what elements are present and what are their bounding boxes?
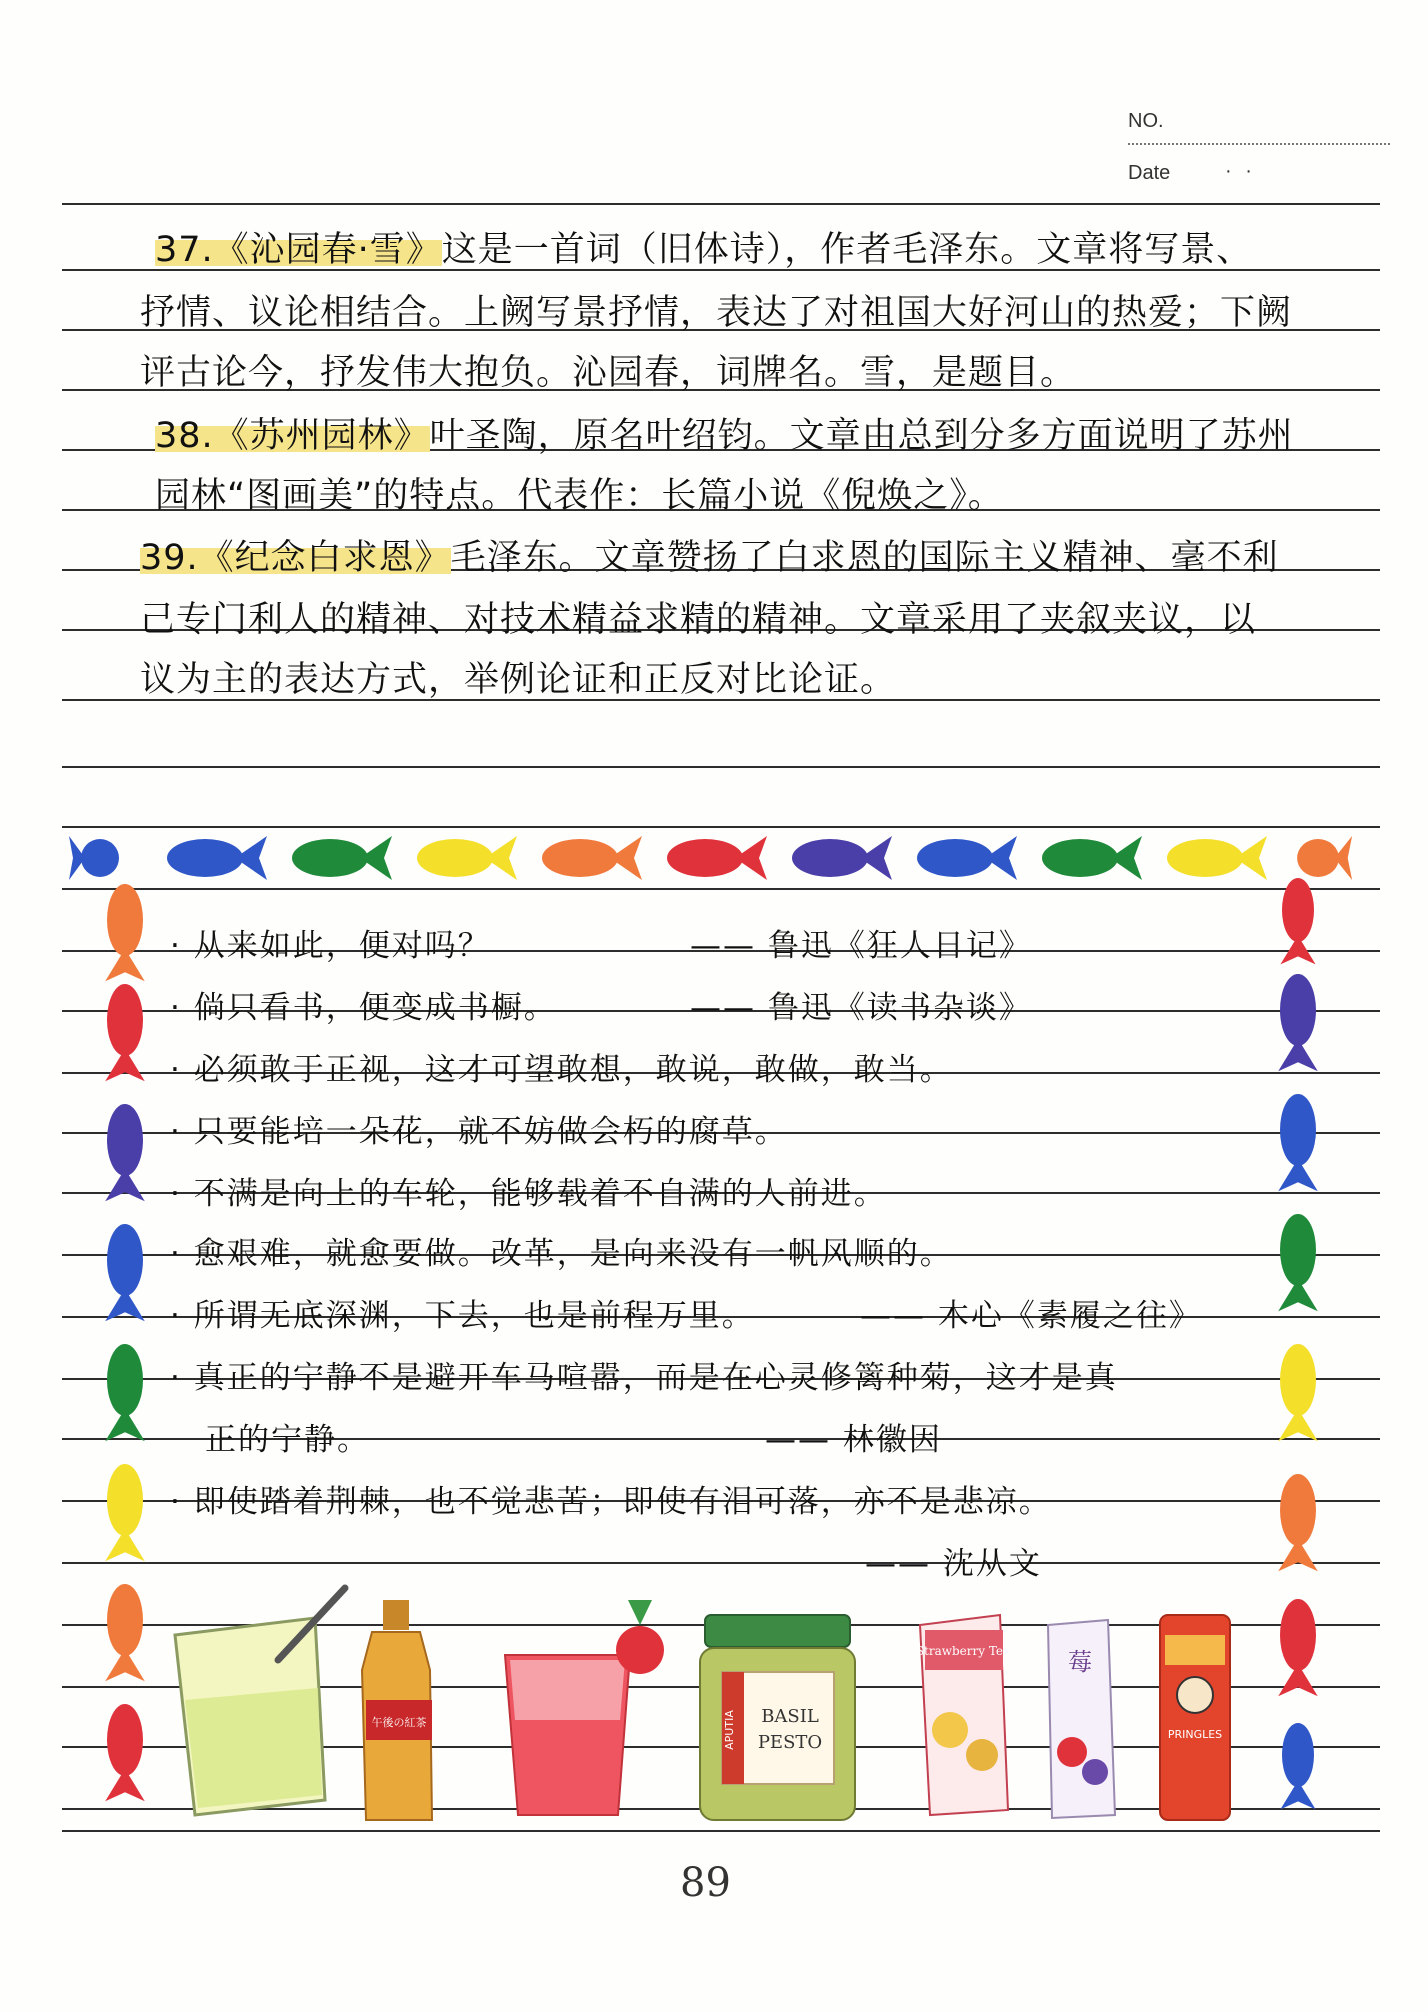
tea-label-text: 午後の紅茶 [371, 1716, 427, 1729]
fish-icon [1278, 1474, 1318, 1571]
fish-icon [105, 1104, 145, 1201]
pesto-line1-text: BASIL [761, 1706, 819, 1727]
fish-icon [1278, 974, 1318, 1071]
pesto-line2-text: PESTO [757, 1732, 823, 1753]
fish-icon [105, 884, 145, 981]
strawberry-tea-carton-sticker [916, 1615, 1010, 1815]
note-38-line-2: 园林“图画美”的特点。代表作：长篇小说《倪焕之》。 [155, 476, 1004, 516]
red-drink-sticker [505, 1600, 664, 1815]
fish-icon [1042, 836, 1142, 880]
fish-icon [1278, 1599, 1318, 1696]
fish-icon [1278, 1344, 1318, 1441]
quote-4: · 只要能培一朵花，就不妨做会朽的腐草。 [170, 1114, 788, 1150]
fish-icon [292, 836, 392, 880]
page-number: 89 [680, 1860, 731, 1906]
quote-2-author: —— 鲁迅《读书杂谈》 [690, 990, 1032, 1026]
note-37-line-1: 37.《沁园春·雪》这是一首词（旧体诗），作者毛泽东。文章将写景、 [155, 230, 1253, 270]
note-38-line-1: 38.《苏州园林》叶圣陶，原名叶绍钧。文章由总到分多方面说明了苏州 [155, 416, 1294, 456]
strawberry-tea-text: Strawberry Tea [915, 1644, 1011, 1658]
fish-icon [417, 836, 517, 880]
fish-border-right [1278, 878, 1318, 1809]
fish-icon [1167, 836, 1267, 880]
no-label: NO. [1128, 110, 1164, 132]
fish-icon [105, 1224, 145, 1321]
pringles-can-sticker [1160, 1615, 1230, 1820]
strawberry-milk-carton-sticker [1048, 1620, 1115, 1818]
fish-icon [542, 836, 642, 880]
pringles-text: PRINGLES [1167, 1728, 1223, 1741]
quote-9-author: —— 沈从文 [865, 1546, 1042, 1582]
quote-3: · 必须敢于正视，这才可望敢想，敢说，敢做，敢当。 [170, 1052, 953, 1088]
note-38-title: 38.《苏州园林》 [155, 416, 430, 456]
fish-icon [105, 984, 145, 1081]
fish-icon [105, 1464, 145, 1561]
fish-icon [1297, 836, 1352, 880]
milk-char-text: 莓 [1068, 1648, 1092, 1676]
fish-icon [105, 1344, 145, 1441]
fish-icon [917, 836, 1017, 880]
fish-icon [667, 836, 767, 880]
quote-1-author: —— 鲁迅《狂人日记》 [690, 928, 1032, 964]
pesto-jar-sticker [700, 1615, 855, 1820]
quote-5: · 不满是向上的车轮，能够载着不自满的人前进。 [170, 1176, 887, 1212]
quote-9: · 即使踏着荆棘，也不觉悲苦；即使有泪可落，亦不是悲凉。 [170, 1484, 1052, 1520]
fish-icon [167, 836, 267, 880]
fish-border-top [69, 836, 1352, 880]
fish-border-left [105, 884, 145, 1801]
note-39-line-2: 己专门利人的精神、对技术精益求精的精神。文章采用了夹叙夹议，以 [140, 600, 1257, 640]
tea-bottle-sticker [362, 1600, 432, 1820]
quote-6: · 愈艰难，就愈要做。改革，是向来没有一帆风顺的。 [170, 1236, 953, 1272]
fish-icon [1278, 1094, 1318, 1191]
note-37-line-2: 抒情、议论相结合。上阙写景抒情，表达了对祖国大好河山的热爱；下阙 [140, 293, 1293, 333]
quote-1: · 从来如此，便对吗？ [170, 928, 491, 964]
fish-icon [1280, 1723, 1315, 1809]
note-39-title: 39.《纪念白求恩》 [140, 538, 451, 578]
date-dots: · · [1225, 160, 1256, 182]
fish-icon [69, 836, 119, 880]
quote-2: · 倘只看书，便变成书橱。 [170, 990, 557, 1026]
fish-icon [1280, 878, 1315, 964]
glass-drink-sticker [175, 1588, 345, 1815]
quote-7: · 所谓无底深渊，下去，也是前程万里。 [170, 1298, 755, 1334]
note-37-title: 37.《沁园春·雪》 [155, 230, 442, 270]
fish-icon [1278, 1214, 1318, 1311]
note-37-line-3: 评古论今，抒发伟大抱负。沁园春，词牌名。雪，是题目。 [140, 353, 1077, 393]
note-39-line-3: 议为主的表达方式，举例论证和正反对比论证。 [140, 660, 897, 700]
fish-icon [105, 1584, 145, 1681]
note-39-line-1: 39.《纪念白求恩》毛泽东。文章赞扬了白求恩的国际主义精神、毫不利 [140, 538, 1279, 578]
fish-icon [792, 836, 892, 880]
pesto-brand-text: APUTIA [723, 1710, 736, 1750]
quote-8-author: —— 林徽因 [765, 1422, 942, 1458]
quote-7-author: —— 木心《素履之往》 [860, 1298, 1202, 1334]
fish-icon [105, 1704, 145, 1801]
date-label: Date [1128, 162, 1171, 184]
quote-8: · 真正的宁静不是避开车马喧嚣，而是在心灵修篱种菊，这才是真 [170, 1360, 1118, 1396]
quote-8-cont: 正的宁静。 [205, 1422, 370, 1458]
